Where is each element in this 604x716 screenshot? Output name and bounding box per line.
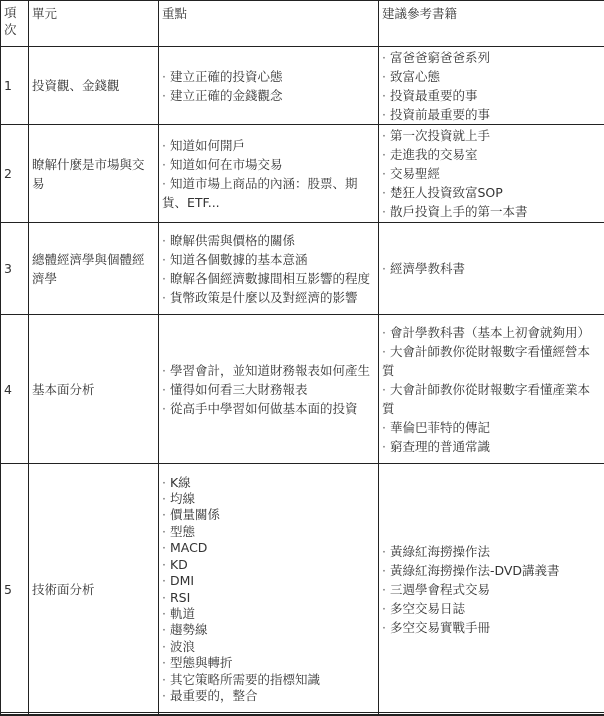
row-books	[379, 315, 604, 464]
books-item: · 黃綠紅海撈操作法	[382, 542, 601, 561]
row-unit: 基本面分析	[29, 315, 159, 464]
row-focus	[159, 464, 379, 716]
focus-item: · 型態與轉折	[162, 655, 375, 671]
books-item: · 多空交易日誌	[382, 599, 601, 618]
row-focus	[159, 223, 379, 315]
focus-item: · 知道如何開戶	[162, 136, 375, 155]
books-item: · 投資前最重要的事	[382, 105, 601, 124]
table-row	[1, 125, 604, 223]
header-unit: 單元	[29, 1, 159, 47]
books-item: · 散戶投資上手的第一本書	[382, 202, 601, 221]
table-row	[1, 315, 604, 464]
row-unit: 瞭解什麼是市場與交易	[29, 125, 159, 223]
focus-item: · MACD	[162, 540, 375, 556]
books-item: · 交易聖經	[382, 164, 601, 183]
header-books: 建議參考書籍	[379, 1, 604, 47]
row-num: 3	[1, 223, 29, 315]
focus-item: · 瞭解各個經濟數據間相互影響的程度	[162, 269, 375, 288]
row-num: 2	[1, 125, 29, 223]
row-unit: 總體經濟學與個體經濟學	[29, 223, 159, 315]
books-item: · 富爸爸窮爸爸系列	[382, 48, 601, 67]
focus-item: · 波浪	[162, 639, 375, 655]
row-num: 1	[1, 47, 29, 125]
focus-item: · 建立正確的投資心態	[162, 67, 375, 86]
row-books	[379, 223, 604, 315]
focus-item: · 知道各個數據的基本意涵	[162, 250, 375, 269]
focus-item: · 最重要的，整合	[162, 688, 375, 704]
focus-item: · 學習會計，並知道財務報表如何產生	[162, 361, 375, 380]
books-item: · 黃綠紅海撈操作法-DVD講義書	[382, 561, 601, 580]
books-item: · 經濟學教科書	[382, 259, 601, 278]
row-focus	[159, 125, 379, 223]
focus-item: · 趨勢線	[162, 622, 375, 638]
focus-item: · KD	[162, 557, 375, 573]
focus-item: · RSI	[162, 590, 375, 606]
focus-item: · 價量關係	[162, 507, 375, 523]
focus-item: · 知道如何在市場交易	[162, 155, 375, 174]
row-books	[379, 125, 604, 223]
row-focus	[159, 47, 379, 125]
header-num: 項次	[1, 1, 29, 47]
focus-item: · 建立正確的金錢觀念	[162, 86, 375, 105]
books-item: · 多空交易實戰手冊	[382, 618, 601, 637]
focus-item: · DMI	[162, 573, 375, 589]
focus-item: · 其它策略所需要的指標知識	[162, 672, 375, 688]
focus-item: · 瞭解供需與價格的關係	[162, 231, 375, 250]
focus-item: · 從高手中學習如何做基本面的投資	[162, 399, 375, 418]
books-item: · 投資最重要的事	[382, 86, 601, 105]
focus-item: · 知道市場上商品的內涵：股票、期貨、ETF...	[162, 174, 375, 212]
books-item: · 大會計師教你從財報數字看懂產業本質	[382, 380, 601, 418]
books-item: · 致富心態	[382, 67, 601, 86]
books-item: · 會計學教科書（基本上初會就夠用）	[382, 323, 601, 342]
books-item: · 華倫巴菲特的傳記	[382, 418, 601, 437]
table-row	[1, 223, 604, 315]
row-num: 4	[1, 315, 29, 464]
row-books	[379, 464, 604, 716]
row-focus	[159, 315, 379, 464]
focus-item: · 貨幣政策是什麼以及對經濟的影響	[162, 288, 375, 307]
books-item: · 走進我的交易室	[382, 145, 601, 164]
books-item: · 第一次投資就上手	[382, 126, 601, 145]
row-unit: 投資觀、金錢觀	[29, 47, 159, 125]
books-item: · 窮查理的普通常識	[382, 437, 601, 456]
focus-item: · 型態	[162, 524, 375, 540]
focus-item: · 軌道	[162, 606, 375, 622]
row-num: 5	[1, 464, 29, 716]
books-item: · 三週學會程式交易	[382, 580, 601, 599]
table-row	[1, 464, 604, 716]
row-books	[379, 47, 604, 125]
header-focus: 重點	[159, 1, 379, 47]
focus-item: · 均線	[162, 491, 375, 507]
row-unit: 技術面分析	[29, 464, 159, 716]
books-item: · 楚狂人投資致富SOP	[382, 183, 601, 202]
focus-item: · K線	[162, 475, 375, 491]
header-row	[1, 1, 604, 47]
table-row	[1, 47, 604, 125]
books-item: · 大會計師教你從財報數字看懂經營本質	[382, 342, 601, 380]
focus-item: · 懂得如何看三大財務報表	[162, 380, 375, 399]
